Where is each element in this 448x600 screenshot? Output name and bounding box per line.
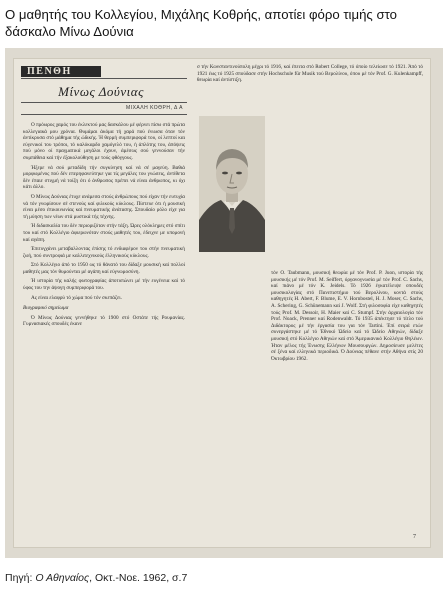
section-rule [21,78,187,79]
paragraph: Ή διδασκαλία του δέν περιοριζόταν στήν τάξη. Ώρες ολόκληρες στό σπίτι του καί στό Κολλέγιο άφιερωνόταν στούς μαθητές του, έδειχνε με υπομονή καί αγάπη. [23,223,185,243]
scanned-page-frame [5,48,443,558]
byline-rule [21,114,187,115]
paragraph: σ τήν Κωνσταντινούπολη μέχρι τό 1916, καί έπειτα στό Robert College, τό όποίο τελείωσε τό 1921. Άπό τό 1921 έως τό 1925 σπούδασε στήν Hochschule für Musik τού Βερολίνου, όπου μέ τόν Prof. G. Kulenkampff, θεωρία καί άντίστιξη. [197,64,423,84]
title-rule [21,102,187,103]
right-column-bottom [271,270,423,538]
image-caption: Ο μαθητής του Κολλεγίου, Μιχάλης Κοθρής, αποτίει φόρο τιμής στο δάσκαλο Μίνω Δούνια [5,7,397,39]
paragraph: τόν O. Taubmann, μουσική θεωρία μέ τόν Prof. P. Juon, ιστορία τής μουσικής μέ τόν Prof. M. Seiffert, όργανογνωσία μέ τόν Prof. C. Sachs, καί πιάνο μέ τόν K. Jeidels. Τό 1926 έγκατέλειψε οπουδές μουσικολογίας στό Πανεπιστήμιο τού Βερολίνου, κοντά στούς καθηγητές H. Abert, F. Blume, E. V. Hornbostel, H. J. Moser, C. Sachs, A. Schering, G. Schünemann καί J. Wolf. Στή φιλοσοφία είχε καθηγητές τούς Prof. M. Dessoir, H. Maier καί C. Stumpf. Στήν άρχαιολογία τόν Prof. Noack, Prenner καί Rodenwaldt. Τό 1935 άπέκτησε τό τίτλο τού Διδάκτορος μέ τήν έργασία του για τόν Tartini. Έπί σειρά ετών συνεργάστηκε μέ τό Έθνικό Ώδείο καί τό Ώδείο Αθηνών, δίδαξε μουσική στό Κολλέγιο Αθηνών καί στό Άμερικανικό Κολλέγιο Θηλέων. Ήταν μέλος τής Ένωσης Ελλήνων Μουσουργών. Δημοσίευσε μελέτες σέ ξένα καί ελληνικά περιοδικά. Ό Δούνιας πέθανε στήν Αθήνα στίς 20 Όκτωβρίου 1962. [271,270,423,362]
article-byline: ΜΙΧΑΛΗ ΚΟΘΡΗ, Δ Α [126,105,183,111]
right-column-top [197,64,423,110]
bio-paragraph: Ό Μίνως Δούνιας γεννήθηκε τό 1900 στό Οστάτε τής Ρουμανίας. Γυμνασιακές σπουδές έκανε [23,314,185,328]
magazine-page [13,58,431,548]
paragraph: Στό Κολλέγιο άπό το 1950 ως τό θάνατό του δίδαξε μουσική καί πολλοί μαθητές μας τόν θυμούνται μέ αγάπη καί εύγνωμοσύνη. [23,262,185,275]
paragraph: Έπιτυγχάνει μεταβαλλοντας έπίσης τό ενδιαφέρον του στήν πνευματική ζωή, πού συντροφιά με καλλιτεχνικούς έλληνικούς κύκλους. [23,246,185,259]
paragraph: Ή ιστορία τής καλής φωτογραφίας άποτυπώνει μέ τήν ευγένεια καί τό ύφος του την άψογη συμπεριφορά του. [23,278,185,292]
bio-subhead: Βιογραφικό σημείωμα [23,305,69,312]
left-column [23,122,185,536]
section-label: ΠΕΝΘΗ [21,66,101,77]
paragraph: Ας είναι ελαφρύ τό χώμα πού τόν σκεπάζει. [31,294,123,301]
credit-publication: Ο Αθηναίος [35,572,90,584]
credit-details: , Οκτ.-Νοε. 1962, σ.7 [89,572,188,584]
portrait-photo [199,116,265,252]
article-title: Μίνως Δούνιας [58,84,144,99]
source-credit [5,572,187,584]
paragraph: Ό Μίνως Δούνιας έτυχε ανάμεσα στούς άνθρώπους πού είχαν τήν ευτυχία νά τόν γνωρίσουν σέ στενούς καί φιλικούς κύκλους. Πίστευε ότι ή μουσική είναι μέσο έπικοινωνίας καί πνευματικής άνάτασης. Σπουδαίο ρόλο είχε για τή μύηση των νέων στά μυστικά τής τέχνης. [23,193,185,220]
paragraph: Ο πρόωρος χαμός του έκλεκτού μας δασκάλου μέ φέρνει πίσω στά πρώτα κολλεγιακά μου χρόνια. Θυμάμαι άκόμα τή χαρά πού ένιωσα όταν τόν άντίκρυσα στό μάθημα τής ώδικής. Ή θερμή συμπεριφορά του, οί λεπτοί και εύγενικοί του τρόποι, τό καλόκαρδο χαμόγελό του, ή άπλότης του, άπόψεις πού μόνο οί πραγματικά μεγάλοι έχουν, άμέσως σού γεννούσαν τήν συμπάθεια καί τήν έξακολούθηση με τούς φθόγγους. [23,122,185,161]
portrait-illustration [199,116,265,252]
paragraph: Ήξερε νά σού μεταδίδη τήν συγκίνηση καί νά σέ μαγεύη. Βαθιά μορφωμένος πού δέν επερηφανεύτηκε για τίς μεγάλες του γνώσεις, άντίθετα δέν έπαιε στιγμή νά τοίζη ότι ό άνθρωπος πρέπει νά είναι άνθρωπος, κι όχι κάτι άλλο. [23,164,185,191]
page-number: 7 [413,534,416,540]
credit-prefix: Πηγή: [5,572,36,584]
